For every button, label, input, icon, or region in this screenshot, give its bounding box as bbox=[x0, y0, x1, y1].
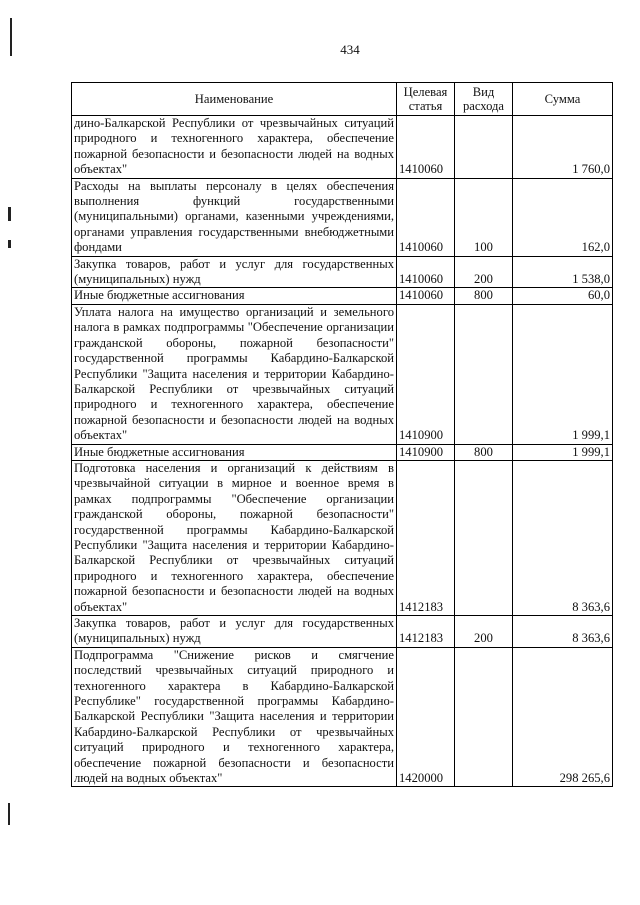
header-sum: Сумма bbox=[513, 83, 613, 116]
row-name: Иные бюджетные ассигнования bbox=[72, 288, 397, 304]
table-row bbox=[72, 116, 613, 179]
table-header-row bbox=[72, 83, 613, 116]
row-name: Иные бюджетные ассигнования bbox=[72, 444, 397, 460]
row-name: Закупка товаров, работ и услуг для государственных (муниципальных) нужд bbox=[72, 256, 397, 288]
margin-mark bbox=[8, 240, 11, 248]
row-name: дино-Балкарской Республики от чрезвычайных ситуаций природного и техногенного характера, обеспечение пожарной безопасности и безопасности людей на водных объектах" bbox=[72, 116, 397, 179]
row-code: 1410060 bbox=[397, 116, 455, 179]
row-sum: 8 363,6 bbox=[513, 616, 613, 648]
row-kind: 800 bbox=[455, 288, 513, 304]
table-row bbox=[72, 304, 613, 444]
margin-mark bbox=[8, 207, 11, 221]
row-name: Подпрограмма "Снижение рисков и смягчение последствий чрезвычайных ситуаций природного и техногенного характера в Кабардино-Балкарской Республике" государственной программы Кабардино-Балкарской Республики "Защита населения и территории Кабардино-Балкарской Республики от чрезвычайных ситуаций природного и техногенного характера, обеспечение пожарной безопасности и безопасности людей на водных объектах" bbox=[72, 647, 397, 787]
row-code: 1410060 bbox=[397, 178, 455, 256]
table-row bbox=[72, 178, 613, 256]
row-kind bbox=[455, 647, 513, 787]
row-code: 1412183 bbox=[397, 460, 455, 615]
row-sum: 162,0 bbox=[513, 178, 613, 256]
row-sum: 1 999,1 bbox=[513, 304, 613, 444]
row-kind bbox=[455, 116, 513, 179]
row-sum: 1 999,1 bbox=[513, 444, 613, 460]
margin-mark bbox=[8, 803, 10, 825]
row-name: Закупка товаров, работ и услуг для государственных (муниципальных) нужд bbox=[72, 616, 397, 648]
row-kind: 200 bbox=[455, 256, 513, 288]
page-number: 434 bbox=[340, 42, 360, 57]
row-sum: 1 538,0 bbox=[513, 256, 613, 288]
row-sum: 298 265,6 bbox=[513, 647, 613, 787]
table-row bbox=[72, 460, 613, 615]
row-code: 1412183 bbox=[397, 616, 455, 648]
row-name: Расходы на выплаты персоналу в целях обеспечения выполнения функций государственными (муниципальными) органами, казенными учреждениями, органами управления государственными внебюджетными фондами bbox=[72, 178, 397, 256]
row-sum: 1 760,0 bbox=[513, 116, 613, 179]
row-code: 1420000 bbox=[397, 647, 455, 787]
row-sum: 60,0 bbox=[513, 288, 613, 304]
table-row bbox=[72, 616, 613, 648]
row-sum: 8 363,6 bbox=[513, 460, 613, 615]
table-row bbox=[72, 647, 613, 787]
header-name: Наименование bbox=[72, 83, 397, 116]
row-name: Подготовка населения и организаций к действиям в чрезвычайной ситуации в мирное и военное время в рамках подпрограммы "Обеспечение организации гражданской обороны, пожарной безопасности" государственной программы Кабардино-Балкарской Республики "Защита населения и территории Кабардино-Балкарской Республики от чрезвычайных ситуаций природного и техногенного характера, обеспечение пожарной безопасности и безопасности людей на водных объектах" bbox=[72, 460, 397, 615]
row-name: Уплата налога на имущество организаций и земельного налога в рамках подпрограммы "Обеспечение организации гражданской обороны, пожарной безопасности" государственной программы Кабардино-Балкарской Республики "Защита населения и территории Кабардино-Балкарской Республики от чрезвычайных ситуаций природного и техногенного характера, обеспечение пожарной безопасности и безопасности людей на водных объектах" bbox=[72, 304, 397, 444]
row-kind: 100 bbox=[455, 178, 513, 256]
header-target-article: Целевая статья bbox=[397, 83, 455, 116]
table-row bbox=[72, 256, 613, 288]
row-kind bbox=[455, 304, 513, 444]
row-kind: 800 bbox=[455, 444, 513, 460]
row-code: 1410060 bbox=[397, 256, 455, 288]
table-row bbox=[72, 444, 613, 460]
row-kind: 200 bbox=[455, 616, 513, 648]
row-code: 1410900 bbox=[397, 444, 455, 460]
table-row bbox=[72, 288, 613, 304]
budget-table bbox=[71, 82, 613, 787]
row-code: 1410060 bbox=[397, 288, 455, 304]
header-expense-type: Вид расхода bbox=[455, 83, 513, 116]
row-code: 1410900 bbox=[397, 304, 455, 444]
margin-mark bbox=[10, 18, 12, 56]
row-kind bbox=[455, 460, 513, 615]
